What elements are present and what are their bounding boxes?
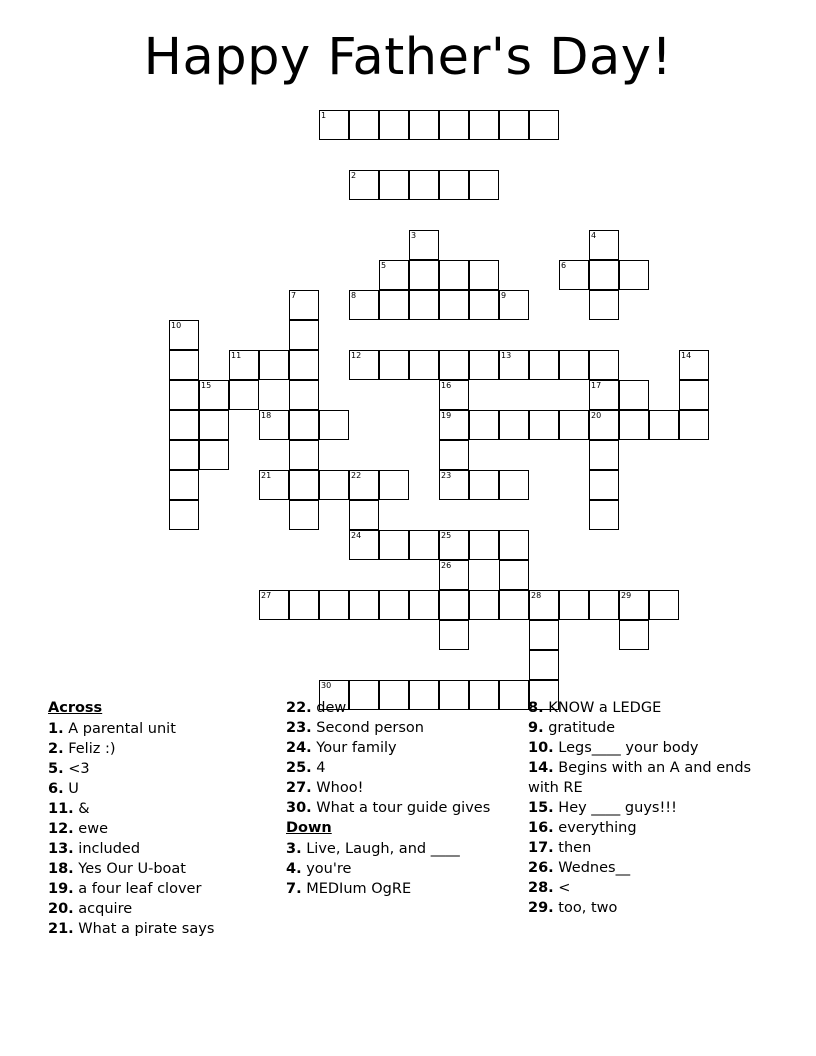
- grid-cell[interactable]: [529, 110, 559, 140]
- clue-item: [286, 718, 536, 738]
- grid-cell[interactable]: [379, 470, 409, 500]
- grid-cell[interactable]: [379, 590, 409, 620]
- cell-number: 5: [381, 261, 387, 270]
- grid-cell[interactable]: [409, 230, 439, 260]
- cell-number: 10: [171, 321, 182, 330]
- clue-item: [48, 919, 278, 939]
- grid-cell[interactable]: [289, 290, 319, 320]
- cell-number: 11: [231, 351, 242, 360]
- clue-text: Feliz :): [63, 741, 116, 757]
- grid-cell[interactable]: [559, 590, 589, 620]
- clue-item: [286, 758, 536, 778]
- grid-cell[interactable]: [259, 350, 289, 380]
- clue-text: Begins with an A and ends with RE: [528, 760, 752, 796]
- grid-cell[interactable]: [589, 500, 619, 530]
- clue-item: [48, 719, 278, 739]
- grid-cell[interactable]: [559, 410, 589, 440]
- across-heading: Across: [48, 700, 103, 716]
- grid-cell[interactable]: [499, 110, 529, 140]
- down-heading: Down: [286, 820, 332, 836]
- clue-number: 28.: [528, 880, 554, 896]
- cell-number: 2: [351, 171, 357, 180]
- clue-number: 27.: [286, 780, 312, 796]
- grid-cell[interactable]: [349, 170, 379, 200]
- grid-cell[interactable]: [169, 470, 199, 500]
- clue-text: gratitude: [543, 720, 615, 736]
- grid-cell[interactable]: [469, 470, 499, 500]
- grid-cell[interactable]: [619, 260, 649, 290]
- grid-cell[interactable]: [589, 440, 619, 470]
- grid-cell[interactable]: [469, 260, 499, 290]
- clue-item: [286, 778, 536, 798]
- down-clues-part1: [286, 839, 536, 899]
- clue-number: 18.: [48, 861, 74, 877]
- clue-number: 1.: [48, 721, 64, 737]
- clue-item: [48, 819, 278, 839]
- grid-cell[interactable]: [349, 350, 379, 380]
- cell-number: 1: [321, 111, 327, 120]
- grid-cell[interactable]: [499, 470, 529, 500]
- clue-item: [48, 739, 278, 759]
- grid-cell[interactable]: [319, 410, 349, 440]
- grid-cell[interactable]: [469, 590, 499, 620]
- clue-item: [286, 738, 536, 758]
- cell-number: 7: [291, 291, 297, 300]
- cell-number: 15: [201, 381, 212, 390]
- clue-number: 8.: [528, 700, 544, 716]
- grid-cell[interactable]: [409, 110, 439, 140]
- cell-number: 23: [441, 471, 452, 480]
- grid-cell[interactable]: [409, 170, 439, 200]
- grid-cell[interactable]: [169, 440, 199, 470]
- grid-cell[interactable]: [589, 350, 619, 380]
- clue-number: 5.: [48, 761, 64, 777]
- clue-text: Legs____ your body: [553, 740, 699, 756]
- clue-number: 11.: [48, 801, 74, 817]
- grid-cell[interactable]: [559, 260, 589, 290]
- cell-number: 4: [591, 231, 597, 240]
- grid-cell[interactable]: [409, 350, 439, 380]
- grid-cell[interactable]: [409, 590, 439, 620]
- clue-item: [286, 698, 536, 718]
- clue-number: 6.: [48, 781, 64, 797]
- clue-item: [48, 779, 278, 799]
- grid-cell[interactable]: [469, 530, 499, 560]
- grid-cell[interactable]: [529, 620, 559, 650]
- clue-text: MEDIum OgRE: [301, 881, 412, 897]
- grid-cell[interactable]: [469, 410, 499, 440]
- grid-cell[interactable]: [169, 350, 199, 380]
- grid-cell[interactable]: [499, 560, 529, 590]
- clue-text: Live, Laugh, and ____: [301, 841, 460, 857]
- grid-cell[interactable]: [169, 320, 199, 350]
- grid-cell[interactable]: [169, 410, 199, 440]
- grid-cell[interactable]: [319, 470, 349, 500]
- clue-text: Second person: [311, 720, 424, 736]
- grid-cell[interactable]: [499, 530, 529, 560]
- across-clues-part1: [48, 719, 278, 939]
- grid-cell[interactable]: [679, 350, 709, 380]
- grid-cell[interactable]: [199, 380, 229, 410]
- clue-item: [528, 738, 778, 758]
- cell-number: 21: [261, 471, 272, 480]
- clue-text: acquire: [73, 901, 133, 917]
- clue-text: KNOW a LEDGE: [543, 700, 662, 716]
- grid-cell[interactable]: [679, 380, 709, 410]
- cell-number: 19: [441, 411, 452, 420]
- clue-item: [528, 758, 778, 798]
- grid-cell[interactable]: [349, 290, 379, 320]
- grid-cell[interactable]: [619, 380, 649, 410]
- cell-number: 13: [501, 351, 512, 360]
- cell-number: 20: [591, 411, 602, 420]
- clue-text: a four leaf clover: [73, 881, 202, 897]
- grid-cell[interactable]: [469, 350, 499, 380]
- grid-cell[interactable]: [379, 110, 409, 140]
- grid-cell[interactable]: [379, 170, 409, 200]
- grid-cell[interactable]: [379, 290, 409, 320]
- grid-cell[interactable]: [349, 530, 379, 560]
- clue-text: Whoo!: [311, 780, 364, 796]
- grid-cell[interactable]: [199, 440, 229, 470]
- clue-number: 23.: [286, 720, 312, 736]
- grid-cell[interactable]: [619, 620, 649, 650]
- grid-cell[interactable]: [289, 410, 319, 440]
- grid-cell[interactable]: [289, 320, 319, 350]
- cell-number: 22: [351, 471, 362, 480]
- clue-item: [528, 818, 778, 838]
- grid-cell[interactable]: [679, 410, 709, 440]
- grid-cell[interactable]: [439, 290, 469, 320]
- clue-item: [286, 859, 536, 879]
- grid-cell[interactable]: [529, 350, 559, 380]
- clue-number: 3.: [286, 841, 302, 857]
- grid-cell[interactable]: [409, 530, 439, 560]
- clue-text: everything: [553, 820, 637, 836]
- grid-cell[interactable]: [379, 530, 409, 560]
- clue-number: 30.: [286, 800, 312, 816]
- clue-number: 14.: [528, 760, 554, 776]
- grid-cell[interactable]: [289, 590, 319, 620]
- grid-cell[interactable]: [439, 350, 469, 380]
- clue-text: included: [73, 841, 141, 857]
- cell-number: 3: [411, 231, 417, 240]
- clue-text: A parental unit: [63, 721, 176, 737]
- clue-item: [528, 858, 778, 878]
- grid-cell[interactable]: [619, 590, 649, 620]
- grid-cell[interactable]: [229, 380, 259, 410]
- grid-cell[interactable]: [319, 590, 349, 620]
- grid-cell[interactable]: [439, 410, 469, 440]
- clue-item: [286, 798, 536, 818]
- clue-text: Yes Our U-boat: [73, 861, 186, 877]
- clue-number: 20.: [48, 901, 74, 917]
- grid-cell[interactable]: [439, 590, 469, 620]
- grid-cell[interactable]: [169, 380, 199, 410]
- grid-cell[interactable]: [409, 260, 439, 290]
- clue-item: [48, 759, 278, 779]
- cell-number: 18: [261, 411, 272, 420]
- grid-cell[interactable]: [439, 620, 469, 650]
- clue-number: 7.: [286, 881, 302, 897]
- clue-text: too, two: [553, 900, 618, 916]
- clue-number: 29.: [528, 900, 554, 916]
- grid-cell[interactable]: [589, 590, 619, 620]
- clue-number: 2.: [48, 741, 64, 757]
- clue-text: then: [553, 840, 592, 856]
- clue-item: [48, 799, 278, 819]
- clue-text: What a pirate says: [73, 921, 215, 937]
- across-clues-part2: [286, 698, 536, 818]
- grid-cell[interactable]: [469, 290, 499, 320]
- grid-cell[interactable]: [289, 470, 319, 500]
- cell-number: 8: [351, 291, 357, 300]
- grid-cell[interactable]: [409, 290, 439, 320]
- clue-column-2: [286, 698, 536, 899]
- clue-number: 16.: [528, 820, 554, 836]
- clue-text: Wednes__: [553, 860, 631, 876]
- grid-cell[interactable]: [619, 410, 649, 440]
- clue-item: [528, 698, 778, 718]
- grid-cell[interactable]: [439, 560, 469, 590]
- cell-number: 14: [681, 351, 692, 360]
- grid-cell[interactable]: [649, 410, 679, 440]
- clue-number: 25.: [286, 760, 312, 776]
- cell-number: 17: [591, 381, 602, 390]
- clue-number: 4.: [286, 861, 302, 877]
- grid-cell[interactable]: [589, 230, 619, 260]
- cell-number: 12: [351, 351, 362, 360]
- grid-cell[interactable]: [259, 590, 289, 620]
- clue-text: Hey ____ guys!!!: [553, 800, 677, 816]
- clue-text: dew: [311, 700, 347, 716]
- grid-cell[interactable]: [439, 440, 469, 470]
- grid-cell[interactable]: [499, 350, 529, 380]
- clue-item: [528, 718, 778, 738]
- cell-number: 16: [441, 381, 452, 390]
- clue-number: 19.: [48, 881, 74, 897]
- clue-column-3: [528, 698, 778, 918]
- down-clues-part2: [528, 698, 778, 918]
- grid-cell[interactable]: [289, 440, 319, 470]
- clue-number: 13.: [48, 841, 74, 857]
- grid-cell[interactable]: [169, 500, 199, 530]
- cell-number: 25: [441, 531, 452, 540]
- grid-cell[interactable]: [499, 290, 529, 320]
- grid-cell[interactable]: [289, 380, 319, 410]
- cell-number: 26: [441, 561, 452, 570]
- clue-number: 15.: [528, 800, 554, 816]
- grid-cell[interactable]: [529, 650, 559, 680]
- clue-text: you're: [301, 861, 352, 877]
- grid-cell[interactable]: [469, 110, 499, 140]
- grid-cell[interactable]: [199, 410, 229, 440]
- grid-cell[interactable]: [289, 500, 319, 530]
- clue-item: [286, 839, 536, 859]
- grid-cell[interactable]: [499, 410, 529, 440]
- clue-item: [528, 798, 778, 818]
- cell-number: 30: [321, 681, 332, 690]
- clue-text: <: [553, 880, 571, 896]
- clue-item: [48, 839, 278, 859]
- cell-number: 6: [561, 261, 567, 270]
- grid-cell[interactable]: [349, 500, 379, 530]
- clue-text: 4: [311, 760, 326, 776]
- grid-cell[interactable]: [499, 590, 529, 620]
- clue-item: [48, 879, 278, 899]
- clue-text: U: [63, 781, 79, 797]
- grid-cell[interactable]: [649, 590, 679, 620]
- clue-number: 9.: [528, 720, 544, 736]
- cell-number: 24: [351, 531, 362, 540]
- grid-cell[interactable]: [439, 260, 469, 290]
- clue-item: [48, 899, 278, 919]
- page-title: Happy Father's Day!: [143, 28, 673, 87]
- clue-column-1: [48, 698, 278, 939]
- clue-text: Your family: [311, 740, 397, 756]
- clue-number: 21.: [48, 921, 74, 937]
- grid-cell[interactable]: [529, 410, 559, 440]
- clue-number: 12.: [48, 821, 74, 837]
- grid-cell[interactable]: [289, 350, 319, 380]
- grid-cell[interactable]: [529, 590, 559, 620]
- grid-cell[interactable]: [379, 260, 409, 290]
- grid-cell[interactable]: [439, 380, 469, 410]
- clue-number: 22.: [286, 700, 312, 716]
- grid-cell[interactable]: [589, 470, 619, 500]
- clue-number: 17.: [528, 840, 554, 856]
- clue-text: &: [73, 801, 90, 817]
- clue-text: What a tour guide gives: [311, 800, 491, 816]
- clue-item: [286, 879, 536, 899]
- clue-item: [528, 838, 778, 858]
- grid-cell[interactable]: [439, 470, 469, 500]
- grid-cell[interactable]: [229, 350, 259, 380]
- grid-cell[interactable]: [559, 350, 589, 380]
- cell-number: 29: [621, 591, 632, 600]
- grid-cell[interactable]: [439, 530, 469, 560]
- grid-cell[interactable]: [349, 470, 379, 500]
- clue-item: [528, 898, 778, 918]
- grid-cell[interactable]: [379, 350, 409, 380]
- grid-cell[interactable]: [589, 380, 619, 410]
- grid-cell[interactable]: [319, 110, 349, 140]
- clue-text: ewe: [73, 821, 108, 837]
- grid-cell[interactable]: [439, 170, 469, 200]
- clue-item: [528, 878, 778, 898]
- clue-text: <3: [63, 761, 90, 777]
- grid-cell[interactable]: [349, 590, 379, 620]
- grid-cell[interactable]: [259, 410, 289, 440]
- clue-number: 26.: [528, 860, 554, 876]
- clue-item: [48, 859, 278, 879]
- grid-cell[interactable]: [439, 110, 469, 140]
- grid-cell[interactable]: [349, 110, 379, 140]
- grid-cell[interactable]: [589, 410, 619, 440]
- grid-cell[interactable]: [469, 170, 499, 200]
- cell-number: 9: [501, 291, 507, 300]
- cell-number: 27: [261, 591, 272, 600]
- grid-cell[interactable]: [259, 470, 289, 500]
- clue-number: 24.: [286, 740, 312, 756]
- grid-cell[interactable]: [589, 260, 619, 290]
- clue-number: 10.: [528, 740, 554, 756]
- grid-cell[interactable]: [589, 290, 619, 320]
- cell-number: 28: [531, 591, 542, 600]
